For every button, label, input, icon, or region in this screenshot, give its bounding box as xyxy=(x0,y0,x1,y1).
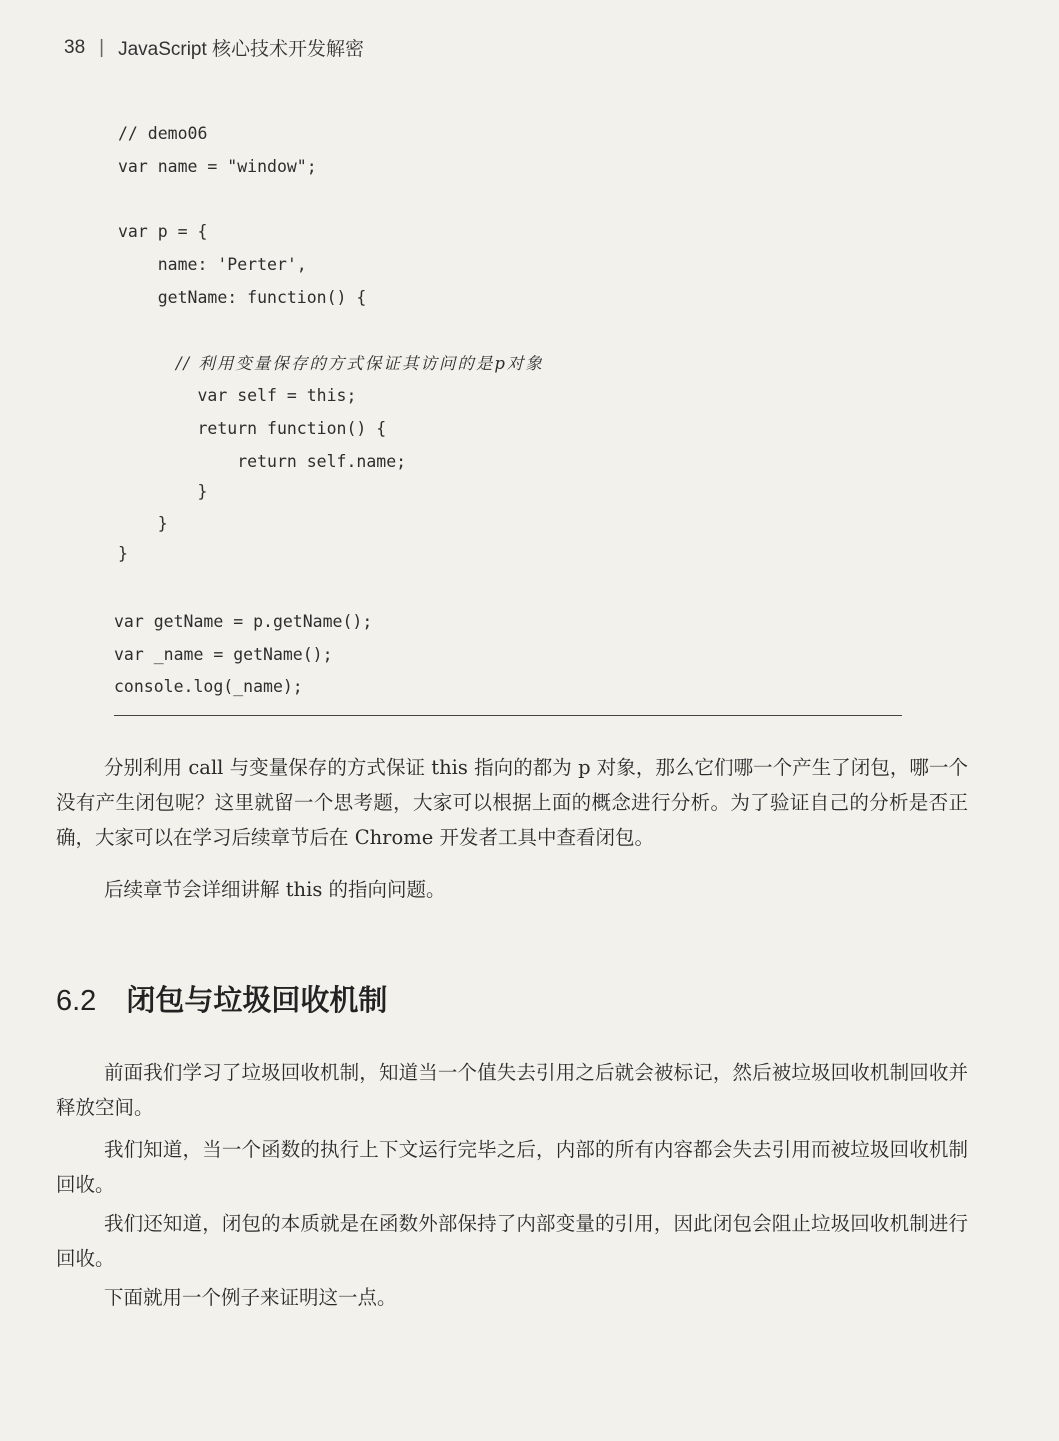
code-line: var p = { xyxy=(118,222,208,241)
code-line: } xyxy=(118,544,128,563)
paragraph: 下面就用一个例子来证明这一点。 xyxy=(104,1286,397,1309)
code-line: return self.name; xyxy=(118,452,407,471)
code-line: var name = "window"; xyxy=(118,157,317,176)
code-line: } xyxy=(118,514,168,533)
code-comment: // 利用变量保存的方式保证其访问的是p对象 xyxy=(118,354,544,373)
paragraph: 后续章节会详细讲解 this 的指向问题。 xyxy=(104,878,446,901)
paragraph: 前面我们学习了垃圾回收机制，知道当一个值失去引用之后就会被标记，然后被垃圾回收机制回收并释放空间。 xyxy=(56,1061,968,1119)
code-block-rule xyxy=(114,715,902,716)
code-line: getName: function() { xyxy=(118,288,367,307)
page-number: 38 xyxy=(64,36,86,58)
code-line: } xyxy=(118,482,208,501)
code-line: name: 'Perter', xyxy=(118,255,307,274)
section-number: 6.2 xyxy=(56,985,97,1017)
code-line: var self = this; xyxy=(118,386,357,405)
paragraph: 我们还知道，闭包的本质就是在函数外部保持了内部变量的引用，因此闭包会阻止垃圾回收机制进行回收。 xyxy=(56,1212,968,1270)
code-line: return function() { xyxy=(118,419,387,438)
book-title: JavaScript 核心技术开发解密 xyxy=(118,39,365,60)
section-heading xyxy=(56,978,387,1019)
code-line: var getName = p.getName(); xyxy=(114,612,373,631)
paragraph: 我们知道，当一个函数的执行上下文运行完毕之后，内部的所有内容都会失去引用而被垃圾回收机制回收。 xyxy=(56,1138,968,1196)
code-line: var _name = getName(); xyxy=(114,645,333,664)
header-separator: | xyxy=(99,36,105,58)
code-line: console.log(_name); xyxy=(114,677,303,696)
paragraph: 分别利用 call 与变量保存的方式保证 this 指向的都为 p 对象，那么它们哪一个产生了闭包，哪一个没有产生闭包呢？这里就留一个思考题，大家可以根据上面的概念进行分析。为了验证自己的分析是否正确，大家可以在学习后续章节后在 Chrome 开发者工具中查看闭包。 xyxy=(56,756,968,849)
page-header xyxy=(64,34,364,61)
code-line: // demo06 xyxy=(118,124,208,143)
section-title: 闭包与垃圾回收机制 xyxy=(126,983,388,1017)
